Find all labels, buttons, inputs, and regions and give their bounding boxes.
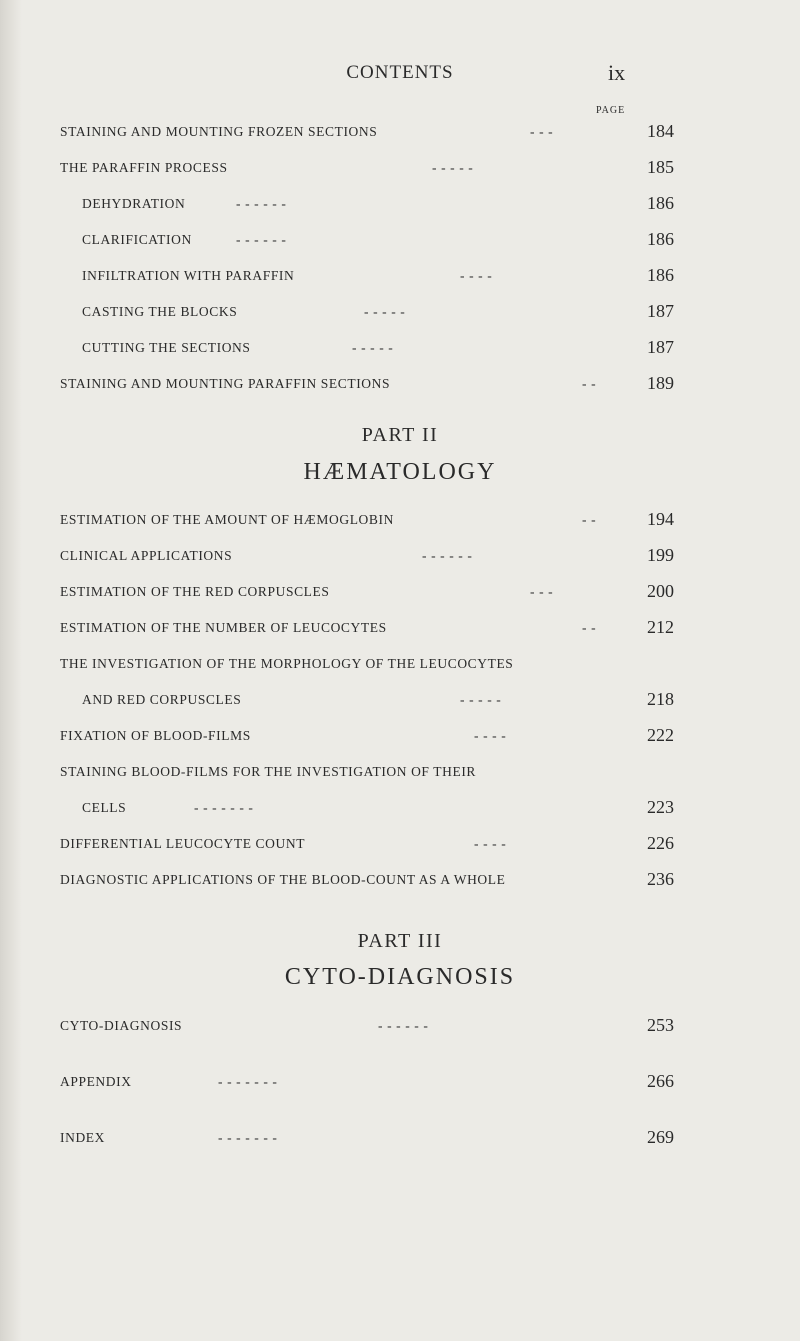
toc-row <box>60 797 674 824</box>
toc-entry-title: DEHYDRATION <box>82 196 186 211</box>
toc-row <box>60 833 674 860</box>
toc-leader: - - - - - - - <box>218 1074 278 1089</box>
toc-entry-title: CASTING THE BLOCKS <box>82 304 238 319</box>
page-column-label: PAGE <box>596 105 626 116</box>
toc-leader: - - - - - - - <box>218 1130 278 1145</box>
toc-entry-title: DIFFERENTIAL LEUCOCYTE COUNT <box>60 836 306 851</box>
toc-page-number: 212 <box>647 617 674 637</box>
toc-row <box>60 656 674 680</box>
toc-row <box>60 869 674 896</box>
toc-entry-title: APPENDIX <box>60 1074 132 1089</box>
toc-row <box>60 157 674 184</box>
toc-page-number: 186 <box>647 265 674 285</box>
toc-row <box>60 337 674 364</box>
toc-leader: - - - - - - <box>236 232 287 247</box>
toc-entry-title: STAINING AND MOUNTING PARAFFIN SECTIONS <box>60 376 391 391</box>
toc-row <box>60 193 674 220</box>
toc-entry-title: INFILTRATION WITH PARAFFIN <box>82 268 295 283</box>
toc-page-number: 186 <box>647 193 674 213</box>
toc-leader: - - <box>582 376 597 391</box>
toc-page-number: 187 <box>647 337 674 357</box>
toc-entry-title: INDEX <box>60 1130 105 1145</box>
toc-page-number: 218 <box>647 689 674 709</box>
toc-entry-title: ESTIMATION OF THE NUMBER OF LEUCOCYTES <box>60 620 387 635</box>
toc-entry-title: CELLS <box>82 800 127 815</box>
toc-entry-title: THE PARAFFIN PROCESS <box>60 160 228 175</box>
toc-leader: - - - <box>530 124 554 139</box>
toc-row <box>60 373 674 400</box>
toc-entry-title: STAINING AND MOUNTING FROZEN SECTIONS <box>60 124 378 139</box>
toc-row <box>60 509 674 536</box>
toc-entry-title: AND RED CORPUSCLES <box>82 692 242 707</box>
header-title: CONTENTS <box>346 62 454 83</box>
toc-row <box>60 1015 674 1042</box>
toc-entry-title: CLINICAL APPLICATIONS <box>60 548 233 563</box>
toc-entry-title: DIAGNOSTIC APPLICATIONS OF THE BLOOD-COUNT AS A WHOLE <box>60 872 506 887</box>
toc-leader: - - - - <box>460 268 493 283</box>
toc-leader: - - - - <box>474 728 507 743</box>
toc-page-number: 222 <box>647 725 674 745</box>
toc-leader: - - - - - <box>460 692 502 707</box>
toc-leader: - - - - - - <box>236 196 287 211</box>
toc-entry-title: CYTO-DIAGNOSIS <box>60 1018 183 1033</box>
toc-entry-title: ESTIMATION OF THE AMOUNT OF HÆMOGLOBIN <box>60 512 394 527</box>
toc-page-number: 236 <box>647 869 674 889</box>
toc-leader: - - - - <box>474 836 507 851</box>
toc-row <box>60 764 674 788</box>
toc-entry-title: ESTIMATION OF THE RED CORPUSCLES <box>60 584 330 599</box>
toc-row <box>60 617 674 644</box>
part-heading: PART III <box>357 930 443 952</box>
part-heading: PART II <box>361 424 439 446</box>
toc-row <box>60 265 674 292</box>
toc-leader: - - - - - <box>432 160 474 175</box>
toc-leader: - - <box>582 620 597 635</box>
toc-entry-title: CLARIFICATION <box>82 232 192 247</box>
part-subheading: HÆMATOLOGY <box>303 459 497 485</box>
page-edge <box>0 0 22 1341</box>
toc-row <box>60 545 674 572</box>
toc-entry-title: THE INVESTIGATION OF THE MORPHOLOGY OF THE LEUCOCYTES <box>60 656 514 671</box>
toc-page-number: 253 <box>647 1015 674 1035</box>
toc-page-number: 269 <box>647 1127 674 1147</box>
toc-page-number: 266 <box>647 1071 674 1091</box>
toc-row <box>60 121 674 148</box>
toc-page-number: 185 <box>647 157 674 177</box>
toc-leader: - - <box>582 512 597 527</box>
toc-entry-title: STAINING BLOOD-FILMS FOR THE INVESTIGATION OF THEIR <box>60 764 477 779</box>
toc-page-number: 199 <box>647 545 674 565</box>
running-header <box>0 62 800 92</box>
toc-page-number: 186 <box>647 229 674 249</box>
toc-leader: - - - - - <box>364 304 406 319</box>
toc-row <box>60 689 674 716</box>
toc-entry-title: CUTTING THE SECTIONS <box>82 340 251 355</box>
toc-leader: - - - - - <box>352 340 394 355</box>
part-subheading: CYTO-DIAGNOSIS <box>284 964 516 990</box>
toc-row <box>60 229 674 256</box>
toc-leader: - - - - - - <box>422 548 473 563</box>
header-page-number: ix <box>608 60 626 85</box>
toc-page-number: 223 <box>647 797 674 817</box>
toc-leader: - - - <box>530 584 554 599</box>
toc-page-number: 226 <box>647 833 674 853</box>
toc-page-number: 189 <box>647 373 674 393</box>
toc-page-number: 187 <box>647 301 674 321</box>
toc-row <box>60 725 674 752</box>
toc-row <box>60 1071 674 1098</box>
toc-entry-title: FIXATION OF BLOOD-FILMS <box>60 728 251 743</box>
toc-row <box>60 301 674 328</box>
toc-page-number: 200 <box>647 581 674 601</box>
toc-page-number: 194 <box>647 509 674 529</box>
toc-leader: - - - - - - <box>378 1018 429 1033</box>
toc-row <box>60 581 674 608</box>
toc-page-number: 184 <box>647 121 674 141</box>
toc-leader: - - - - - - - <box>194 800 254 815</box>
toc-row <box>60 1127 674 1154</box>
